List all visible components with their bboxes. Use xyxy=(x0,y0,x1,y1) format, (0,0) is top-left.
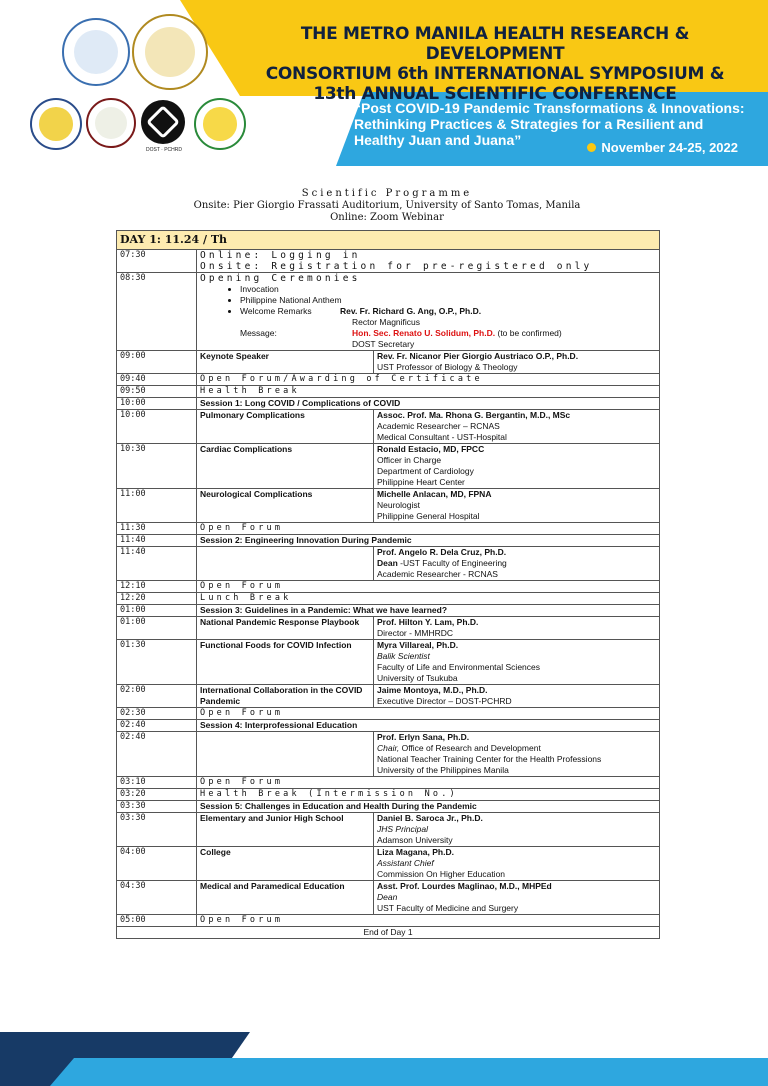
programme-onsite: Onsite: Pier Giorgio Frassati Auditorium, University of Santo Tomas, Manila xyxy=(193,200,581,211)
speaker-role xyxy=(377,558,656,569)
list-item: • Philippine National Anthem xyxy=(240,295,656,306)
topic-cell: Keynote Speaker xyxy=(197,351,374,374)
speaker-role: Neurologist xyxy=(377,500,420,510)
table-row xyxy=(117,386,660,398)
spaced-text: Health Break (Intermission No.) xyxy=(197,789,660,801)
time-cell: 01:00 xyxy=(117,605,197,617)
message-name: Hon. Sec. Renato U. Solidum, Ph.D. xyxy=(352,328,496,338)
chair-detail: Office of Research and Development xyxy=(399,743,541,753)
speaker-role: National Teacher Training Center for the Health Professions xyxy=(377,754,602,764)
ched-logo xyxy=(30,98,82,150)
conference-title xyxy=(262,24,728,104)
session-title: Session 5: Challenges in Education and Health During the Pandemic xyxy=(197,801,660,813)
speaker-role: UST Professor of Biology & Theology xyxy=(377,362,518,372)
speaker-name: Michelle Anlacan, MD, FPNA xyxy=(377,489,492,499)
speaker-name: Daniel B. Saroca Jr., Ph.D. xyxy=(377,813,483,823)
footer-blue-band xyxy=(0,1058,768,1086)
speaker-name: Myra Villareal, Ph.D. xyxy=(377,640,459,650)
welcome-label: Welcome Remarks xyxy=(240,306,312,316)
topic-cell: Neurological Complications xyxy=(197,489,374,523)
session-title: Session 4: Interprofessional Education xyxy=(197,720,660,732)
table-row xyxy=(117,927,660,939)
speaker-name: Jaime Montoya, M.D., Ph.D. xyxy=(377,685,488,695)
onsite-text: Onsite: Registration for pre-registered only xyxy=(200,261,593,272)
table-row xyxy=(117,813,660,847)
table-row xyxy=(117,593,660,605)
speaker-role: Adamson University xyxy=(377,835,453,845)
speaker-name: Ronald Estacio, MD, FPCC xyxy=(377,444,485,454)
time-cell: 02:40 xyxy=(117,720,197,732)
opening-list xyxy=(200,284,656,317)
spaced-text: Open Forum xyxy=(197,708,660,720)
speaker-name: Prof. Hilton Y. Lam, Ph.D. xyxy=(377,617,479,627)
speaker-role: Philippine General Hospital xyxy=(377,511,480,521)
speaker-name: Asst. Prof. Lourdes Maglinao, M.D., MHPEd xyxy=(377,881,552,891)
table-row xyxy=(117,789,660,801)
speaker-name: Prof. Erlyn Sana, Ph.D. xyxy=(377,732,470,742)
time-cell: 09:40 xyxy=(117,374,197,386)
table-row xyxy=(117,708,660,720)
seal-logo xyxy=(86,98,136,148)
welcome-name: Rev. Fr. Richard G. Ang, O.P., Ph.D. xyxy=(340,306,482,316)
programme-online: Online: Zoom Webinar xyxy=(330,212,444,223)
topic-cell xyxy=(197,732,374,777)
table-row xyxy=(117,374,660,386)
speaker-role: Faculty of Life and Environmental Sciences xyxy=(377,662,541,672)
speaker-role: Executive Director – DOST-PCHRD xyxy=(377,696,512,706)
speaker-title: Dean xyxy=(377,892,398,902)
speaker-name: Liza Magana, Ph.D. xyxy=(377,847,454,857)
spaced-text: Open Forum xyxy=(197,777,660,789)
time-cell: 05:00 xyxy=(117,915,197,927)
table-row xyxy=(117,489,660,523)
session-title: Session 2: Engineering Innovation During Pandemic xyxy=(197,535,660,547)
speaker-name: Rev. Fr. Nicanor Pier Giorgio Austriaco O.P., Ph.D. xyxy=(377,351,579,361)
table-row xyxy=(117,617,660,640)
time-cell: 09:00 xyxy=(117,351,197,374)
table-row xyxy=(117,881,660,915)
table-row xyxy=(117,523,660,535)
conference-theme: “Post COVID-19 Pandemic Transformations & Innovations: Rethinking Practices & Strategies for a Resilient and Healthy Juan and Juana” xyxy=(354,100,745,148)
spaced-text: Open Forum xyxy=(197,581,660,593)
programme-heading xyxy=(116,188,658,224)
time-cell: 10:00 xyxy=(117,398,197,410)
table-row xyxy=(117,535,660,547)
time-cell: 03:20 xyxy=(117,789,197,801)
topic-cell: Functional Foods for COVID Infection xyxy=(197,640,374,685)
speaker-role: Academic Researcher - RCNAS xyxy=(377,569,498,579)
speaker-role: Academic Researcher – RCNAS xyxy=(377,421,500,431)
spaced-text: Open Forum/Awarding of Certificate xyxy=(197,374,660,386)
table-row xyxy=(117,351,660,374)
time-cell: 11:30 xyxy=(117,523,197,535)
table-row xyxy=(117,777,660,789)
topic-cell: Medical and Paramedical Education xyxy=(197,881,374,915)
speaker-role: Medical Consultant - UST-Hospital xyxy=(377,432,507,442)
message-label: Message: xyxy=(240,328,277,338)
speaker-role: University of the Philippines Manila xyxy=(377,765,509,775)
dost-caption: DOST · PCHRD xyxy=(145,147,183,153)
session-title: Session 3: Guidelines in a Pandemic: What we have learned? xyxy=(197,605,660,617)
dean-label: Dean xyxy=(377,558,398,568)
spaced-text: Health Break xyxy=(197,386,660,398)
speaker-title: Balik Scientist xyxy=(377,651,430,661)
table-row xyxy=(117,720,660,732)
speaker-title: JHS Principal xyxy=(377,824,429,834)
time-cell: 11:40 xyxy=(117,535,197,547)
time-cell: 01:00 xyxy=(117,617,197,640)
topic-cell: National Pandemic Response Playbook xyxy=(197,617,374,640)
time-cell: 04:30 xyxy=(117,881,197,915)
topic-cell: Cardiac Complications xyxy=(197,444,374,489)
title-line: THE METRO MANILA HEALTH RESEARCH & DEVELOPMENT xyxy=(300,24,690,64)
ust-seal-logo xyxy=(132,14,208,90)
time-cell: 03:30 xyxy=(117,813,197,847)
table-row xyxy=(117,547,660,581)
day-header: DAY 1: 11.24 / Th xyxy=(117,231,660,250)
table-row xyxy=(117,732,660,777)
session-title: Session 1: Long COVID / Complications of COVID xyxy=(197,398,660,410)
table-row xyxy=(117,685,660,708)
time-cell: 09:50 xyxy=(117,386,197,398)
spaced-text: Open Forum xyxy=(197,523,660,535)
table-row xyxy=(117,410,660,444)
table-row xyxy=(117,640,660,685)
speaker-role: Commission On Higher Education xyxy=(377,869,506,879)
spaced-text: Lunch Break xyxy=(197,593,660,605)
time-cell: 10:00 xyxy=(117,410,197,444)
table-row xyxy=(117,915,660,927)
bullet-dot-icon xyxy=(587,143,596,152)
message-line xyxy=(200,328,656,339)
time-cell: 04:00 xyxy=(117,847,197,881)
speaker-role: UST Faculty of Medicine and Surgery xyxy=(377,903,519,913)
speaker-role: University of Tsukuba xyxy=(377,673,458,683)
time-cell: 02:00 xyxy=(117,685,197,708)
table-row xyxy=(117,444,660,489)
spaced-text: Open Forum xyxy=(197,915,660,927)
opening-title: Opening Ceremonies xyxy=(200,273,361,284)
time-cell: 08:30 xyxy=(117,273,197,351)
time-cell: 11:00 xyxy=(117,489,197,523)
speaker-role: Department of Cardiology xyxy=(377,466,474,476)
mmhrdc-logo xyxy=(62,18,130,86)
time-cell: 02:40 xyxy=(117,732,197,777)
table-row xyxy=(117,273,660,351)
topic-cell: College xyxy=(197,847,374,881)
end-of-day: End of Day 1 xyxy=(117,927,660,939)
time-cell: 11:40 xyxy=(117,547,197,581)
conference-date xyxy=(587,140,738,155)
list-item xyxy=(240,306,656,317)
table-row xyxy=(117,398,660,410)
table-row xyxy=(117,250,660,273)
time-cell: 01:30 xyxy=(117,640,197,685)
list-item: • Invocation xyxy=(240,284,656,295)
table-row xyxy=(117,605,660,617)
time-cell: 12:20 xyxy=(117,593,197,605)
speaker-role: Director - MMHRDC xyxy=(377,628,454,638)
programme-title: Scientific Programme xyxy=(301,188,473,199)
speaker-name: Prof. Angelo R. Dela Cruz, Ph.D. xyxy=(377,547,507,557)
message-role: DOST Secretary xyxy=(352,339,415,349)
title-line: 13th ANNUAL SCIENTIFIC CONFERENCE xyxy=(313,84,677,104)
schedule-table xyxy=(116,230,660,939)
topic-cell: Pulmonary Complications xyxy=(197,410,374,444)
welcome-role: Rector Magnificus xyxy=(352,317,421,327)
dost-diamond-icon xyxy=(146,105,180,139)
speaker-role: Officer in Charge xyxy=(377,455,442,465)
time-cell: 12:10 xyxy=(117,581,197,593)
chair-label: Chair, xyxy=(377,743,400,753)
date-text: November 24-25, 2022 xyxy=(601,140,738,155)
topic-cell: Elementary and Junior High School xyxy=(197,813,374,847)
time-cell: 10:30 xyxy=(117,444,197,489)
title-line: CONSORTIUM 6th INTERNATIONAL SYMPOSIUM & xyxy=(265,64,725,84)
time-cell: 07:30 xyxy=(117,250,197,273)
message-note: (to be confirmed) xyxy=(497,328,562,338)
time-cell: 03:30 xyxy=(117,801,197,813)
online-text: Online: Logging in xyxy=(200,250,361,261)
table-row xyxy=(117,847,660,881)
speaker-role: Philippine Heart Center xyxy=(377,477,465,487)
dost-pchrd-logo xyxy=(141,100,185,144)
time-cell: 02:30 xyxy=(117,708,197,720)
time-cell: 03:10 xyxy=(117,777,197,789)
table-row xyxy=(117,801,660,813)
speaker-name: Assoc. Prof. Ma. Rhona G. Bergantin, M.D., MSc xyxy=(377,410,571,420)
topic-cell xyxy=(197,547,374,581)
speaker-role xyxy=(377,743,656,754)
speaker-title: Assistant Chief xyxy=(377,858,434,868)
dean-detail: -UST Faculty of Engineering xyxy=(400,558,507,568)
topic-cell: International Collaboration in the COVID Pandemic xyxy=(197,685,374,708)
table-row xyxy=(117,581,660,593)
doh-logo xyxy=(194,98,246,150)
